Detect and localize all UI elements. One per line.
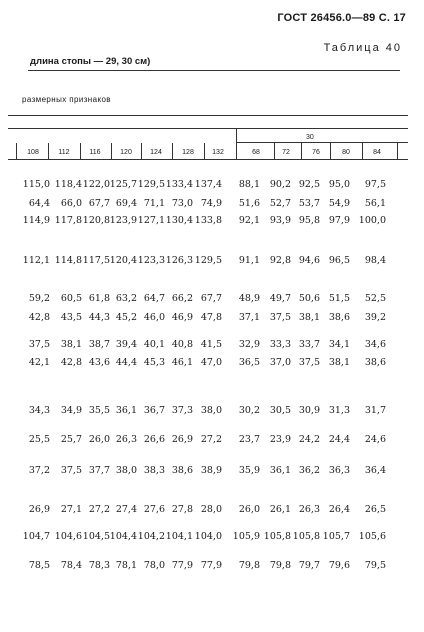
table-cell: 105,9 (232, 531, 260, 542)
table-cell: 27,1 (60, 504, 82, 515)
table-cell: 78,5 (28, 560, 50, 571)
table-cell: 60,5 (60, 293, 82, 304)
table-cell: 79,6 (328, 560, 350, 571)
table-cell: 100,0 (358, 215, 386, 226)
table-cell: 115,0 (22, 179, 50, 190)
column-header: 116 (89, 149, 101, 156)
table-cell: 40,1 (143, 339, 165, 350)
table-cell: 27,8 (171, 504, 193, 515)
table-cell: 90,2 (269, 179, 291, 190)
table-cell: 37,7 (88, 465, 110, 476)
table-cell: 44,3 (88, 312, 110, 323)
table-cell: 78,4 (60, 560, 82, 571)
table-cell: 38,3 (143, 465, 165, 476)
table-cell: 92,1 (238, 215, 260, 226)
column-header: 128 (182, 149, 194, 156)
column-divider (397, 143, 398, 159)
table-cell: 130,4 (165, 215, 193, 226)
table-cell: 26,1 (269, 504, 291, 515)
rule-group (236, 142, 408, 143)
table-cell: 59,2 (28, 293, 50, 304)
table-cell: 32,9 (238, 339, 260, 350)
table-cell: 36,4 (364, 465, 386, 476)
table-cell: 69,4 (115, 198, 137, 209)
column-header: 112 (58, 149, 70, 156)
rule-2 (8, 128, 408, 129)
table-cell: 33,3 (269, 339, 291, 350)
table-cell: 127,1 (137, 215, 165, 226)
table-cell: 26,3 (115, 434, 137, 445)
rule-1 (8, 115, 408, 116)
table-cell: 26,6 (143, 434, 165, 445)
table-cell: 104,4 (109, 531, 137, 542)
column-divider (362, 143, 363, 159)
table-cell: 28,0 (200, 504, 222, 515)
table-cell: 38,6 (328, 312, 350, 323)
table-cell: 38,6 (364, 357, 386, 368)
table-cell: 47,8 (200, 312, 222, 323)
table-cell: 93,9 (269, 215, 291, 226)
table-cell: 36,2 (298, 465, 320, 476)
standard-header: ГОСТ 26456.0—89 С. 17 (277, 12, 406, 24)
column-divider (80, 143, 81, 159)
table-cell: 105,8 (263, 531, 291, 542)
table-cell: 104,5 (82, 531, 110, 542)
table-cell: 33,7 (298, 339, 320, 350)
table-cell: 117,5 (82, 255, 110, 266)
table-cell: 71,1 (143, 198, 165, 209)
table-cell: 64,7 (143, 293, 165, 304)
table-cell: 40,8 (171, 339, 193, 350)
column-header: 108 (27, 149, 39, 156)
table-cell: 34,1 (328, 339, 350, 350)
table-cell: 64,4 (28, 198, 50, 209)
table-cell: 35,9 (238, 465, 260, 476)
table-cell: 97,9 (328, 215, 350, 226)
column-header: 84 (373, 149, 381, 156)
table-cell: 36,7 (143, 405, 165, 416)
table-cell: 27,4 (115, 504, 137, 515)
table-cell: 49,7 (269, 293, 291, 304)
table-cell: 137,4 (194, 179, 222, 190)
table-cell: 38,9 (200, 465, 222, 476)
table-cell: 120,8 (82, 215, 110, 226)
table-cell: 61,8 (88, 293, 110, 304)
table-cell: 42,1 (28, 357, 50, 368)
column-header: 72 (282, 149, 290, 156)
table-cell: 67,7 (200, 293, 222, 304)
table-cell: 31,7 (364, 405, 386, 416)
table-cell: 36,1 (115, 405, 137, 416)
table-cell: 23,9 (269, 434, 291, 445)
column-divider (204, 143, 205, 159)
table-cell: 66,2 (171, 293, 193, 304)
table-cell: 26,5 (364, 504, 386, 515)
table-cell: 125,7 (109, 179, 137, 190)
column-header: 124 (150, 149, 162, 156)
table-cell: 41,5 (200, 339, 222, 350)
table-cell: 92,5 (298, 179, 320, 190)
table-cell: 30,9 (298, 405, 320, 416)
table-cell: 52,5 (364, 293, 386, 304)
table-cell: 47,0 (200, 357, 222, 368)
table-cell: 24,4 (328, 434, 350, 445)
table-cell: 78,3 (88, 560, 110, 571)
table-cell: 98,4 (364, 255, 386, 266)
table-cell: 133,4 (165, 179, 193, 190)
table-cell: 50,6 (298, 293, 320, 304)
column-header: 80 (342, 149, 350, 156)
table-cell: 88,1 (238, 179, 260, 190)
table-cell: 34,6 (364, 339, 386, 350)
table-cell: 25,7 (60, 434, 82, 445)
table-cell: 54,9 (328, 198, 350, 209)
table-cell: 129,5 (194, 255, 222, 266)
table-label: Таблица 40 (323, 42, 402, 54)
table-cell: 37,5 (28, 339, 50, 350)
table-cell: 26,9 (28, 504, 50, 515)
table-cell: 39,2 (364, 312, 386, 323)
column-divider (141, 143, 142, 159)
table-cell: 53,7 (298, 198, 320, 209)
table-cell: 126,3 (165, 255, 193, 266)
table-cell: 43,5 (60, 312, 82, 323)
table-cell: 38,6 (171, 465, 193, 476)
table-cell: 44,4 (115, 357, 137, 368)
column-divider (301, 143, 302, 159)
table-cell: 67,7 (88, 198, 110, 209)
table-cell: 92,8 (269, 255, 291, 266)
table-cell: 120,4 (109, 255, 137, 266)
table-cell: 37,3 (171, 405, 193, 416)
table-cell: 37,0 (269, 357, 291, 368)
table-cell: 133,8 (194, 215, 222, 226)
table-cell: 79,5 (364, 560, 386, 571)
column-divider (16, 143, 17, 159)
table-cell: 78,1 (115, 560, 137, 571)
column-divider (274, 143, 275, 159)
table-cell: 91,1 (238, 255, 260, 266)
table-cell: 104,0 (194, 531, 222, 542)
table-cell: 123,3 (137, 255, 165, 266)
table-cell: 114,9 (22, 215, 50, 226)
table-cell: 117,8 (54, 215, 82, 226)
table-cell: 38,0 (200, 405, 222, 416)
table-cell: 79,8 (238, 560, 260, 571)
table-subtitle: длина стопы — 29, 30 см) (30, 56, 151, 67)
table-cell: 39,4 (115, 339, 137, 350)
table-cell: 42,8 (28, 312, 50, 323)
table-cell: 36,5 (238, 357, 260, 368)
table-cell: 37,5 (298, 357, 320, 368)
table-cell: 43,6 (88, 357, 110, 368)
table-cell: 45,3 (143, 357, 165, 368)
table-cell: 24,6 (364, 434, 386, 445)
table-cell: 104,6 (54, 531, 82, 542)
table-cell: 26,0 (88, 434, 110, 445)
table-cell: 27,2 (88, 504, 110, 515)
table-cell: 25,5 (28, 434, 50, 445)
column-divider (330, 143, 331, 159)
table-cell: 52,7 (269, 198, 291, 209)
table-cell: 73,0 (171, 198, 193, 209)
table-cell: 129,5 (137, 179, 165, 190)
table-cell: 105,6 (358, 531, 386, 542)
table-cell: 37,1 (238, 312, 260, 323)
table-cell: 37,5 (269, 312, 291, 323)
table-cell: 26,0 (238, 504, 260, 515)
table-cell: 96,5 (328, 255, 350, 266)
table-cell: 78,0 (143, 560, 165, 571)
table-cell: 48,9 (238, 293, 260, 304)
table-cell: 104,1 (165, 531, 193, 542)
column-divider (48, 143, 49, 159)
table-cell: 34,9 (60, 405, 82, 416)
table-cell: 38,0 (115, 465, 137, 476)
table-cell: 118,4 (54, 179, 82, 190)
table-cell: 95,0 (328, 179, 350, 190)
table-cell: 35,5 (88, 405, 110, 416)
table-cell: 42,8 (60, 357, 82, 368)
table-cell: 112,1 (22, 255, 50, 266)
table-cell: 46,1 (171, 357, 193, 368)
table-cell: 97,5 (364, 179, 386, 190)
table-cell: 31,3 (328, 405, 350, 416)
table-cell: 77,9 (200, 560, 222, 571)
table-cell: 104,7 (22, 531, 50, 542)
table-cell: 38,1 (298, 312, 320, 323)
table-cell: 38,7 (88, 339, 110, 350)
table-cell: 79,7 (298, 560, 320, 571)
column-header: 120 (120, 149, 132, 156)
column-header: 132 (212, 149, 224, 156)
table-cell: 38,1 (60, 339, 82, 350)
table-cell: 26,3 (298, 504, 320, 515)
rule-top (28, 70, 400, 71)
table-cell: 105,8 (292, 531, 320, 542)
table-cell: 46,0 (143, 312, 165, 323)
table-cell: 94,6 (298, 255, 320, 266)
table-cell: 77,9 (171, 560, 193, 571)
table-cell: 123,9 (109, 215, 137, 226)
rule-header-bottom (8, 159, 408, 160)
table-cell: 63,2 (115, 293, 137, 304)
table-cell: 51,5 (328, 293, 350, 304)
table-cell: 26,9 (171, 434, 193, 445)
section-label: размерных признаков (22, 95, 111, 104)
table-cell: 36,1 (269, 465, 291, 476)
table-cell: 34,3 (28, 405, 50, 416)
table-cell: 26,4 (328, 504, 350, 515)
table-cell: 105,7 (322, 531, 350, 542)
table-cell: 104,2 (137, 531, 165, 542)
table-cell: 30,5 (269, 405, 291, 416)
table-cell: 23,7 (238, 434, 260, 445)
table-cell: 46,9 (171, 312, 193, 323)
table-cell: 74,9 (200, 198, 222, 209)
table-cell: 37,5 (60, 465, 82, 476)
table-cell: 122,0 (82, 179, 110, 190)
table-cell: 51,6 (238, 198, 260, 209)
table-cell: 66,0 (60, 198, 82, 209)
group-label: 30 (306, 134, 314, 141)
table-cell: 27,2 (200, 434, 222, 445)
table-cell: 24,2 (298, 434, 320, 445)
column-divider (111, 143, 112, 159)
column-divider (172, 143, 173, 159)
table-cell: 114,8 (54, 255, 82, 266)
table-cell: 38,1 (328, 357, 350, 368)
table-cell: 36,3 (328, 465, 350, 476)
table-cell: 30,2 (238, 405, 260, 416)
column-header: 68 (252, 149, 260, 156)
table-cell: 95,8 (298, 215, 320, 226)
table-cell: 27,6 (143, 504, 165, 515)
column-divider (236, 143, 237, 159)
column-header: 76 (312, 149, 320, 156)
table-cell: 56,1 (364, 198, 386, 209)
table-cell: 45,2 (115, 312, 137, 323)
table-cell: 37,2 (28, 465, 50, 476)
table-cell: 79,8 (269, 560, 291, 571)
